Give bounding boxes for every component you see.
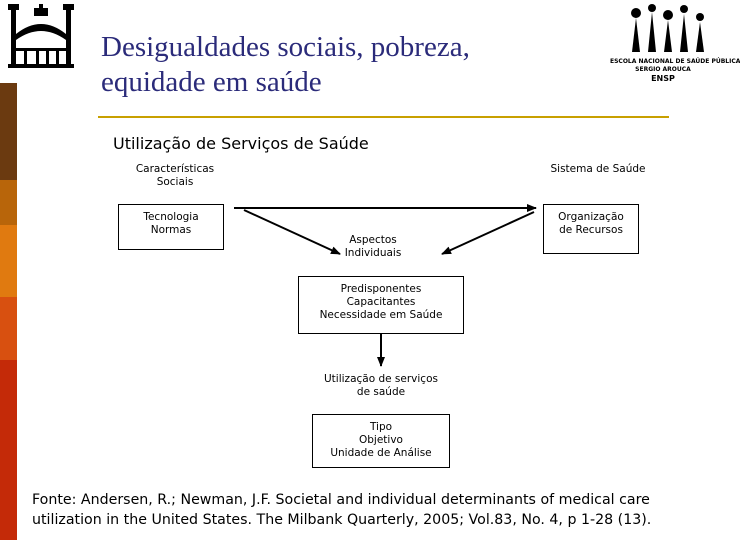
predispo-line2: Capacitantes (346, 296, 416, 308)
ensp-text-line1: ESCOLA NACIONAL DE SAÚDE PÚBLICA (610, 58, 740, 65)
source-line2: utilization in the United States. The Milbank Quarterly, 2005; Vol.83, No. 4, p 1-28 (13). (32, 512, 652, 528)
caracteristicas-line2: Sociais (156, 176, 194, 188)
title-line-2: equidade em saúde (101, 66, 322, 98)
organizacao-line2: de Recursos (559, 224, 623, 236)
source-citation (32, 490, 712, 530)
diagram-subtitle: Utilização de Serviços de Saúde (113, 134, 369, 153)
sistema-text: Sistema de Saúde (550, 163, 646, 175)
tecnologia-line2: Normas (150, 224, 192, 236)
tecnologia-line1: Tecnologia (143, 211, 199, 223)
organizacao-line1: Organização (558, 211, 624, 223)
utilizacao-line1: Utilização de serviços (324, 373, 438, 385)
arrow-to-aspectos-left (244, 210, 340, 254)
tipo-line2: Objetivo (359, 434, 403, 446)
ensp-text-line2: SERGIO AROUCA (635, 66, 691, 73)
source-line1: Fonte: Andersen, R.; Newman, J.F. Societal and individual determinants of medical care (32, 492, 650, 508)
predispo-line1: Predisponentes (340, 283, 422, 295)
caracteristicas-line1: Características (135, 163, 215, 175)
ensp-text-line3: ENSP (651, 74, 675, 83)
predispo-line3: Necessidade em Saúde (319, 309, 443, 321)
aspectos-line1: Aspectos (349, 234, 397, 246)
tipo-line3: Unidade de Análise (330, 447, 432, 459)
tipo-line1: Tipo (369, 421, 393, 433)
aspectos-line2: Individuais (344, 247, 402, 259)
title-line-1: Desigualdades sociais, pobreza, (101, 31, 470, 63)
utilizacao-line2: de saúde (356, 386, 406, 398)
arrow-to-aspectos-right (442, 212, 534, 254)
